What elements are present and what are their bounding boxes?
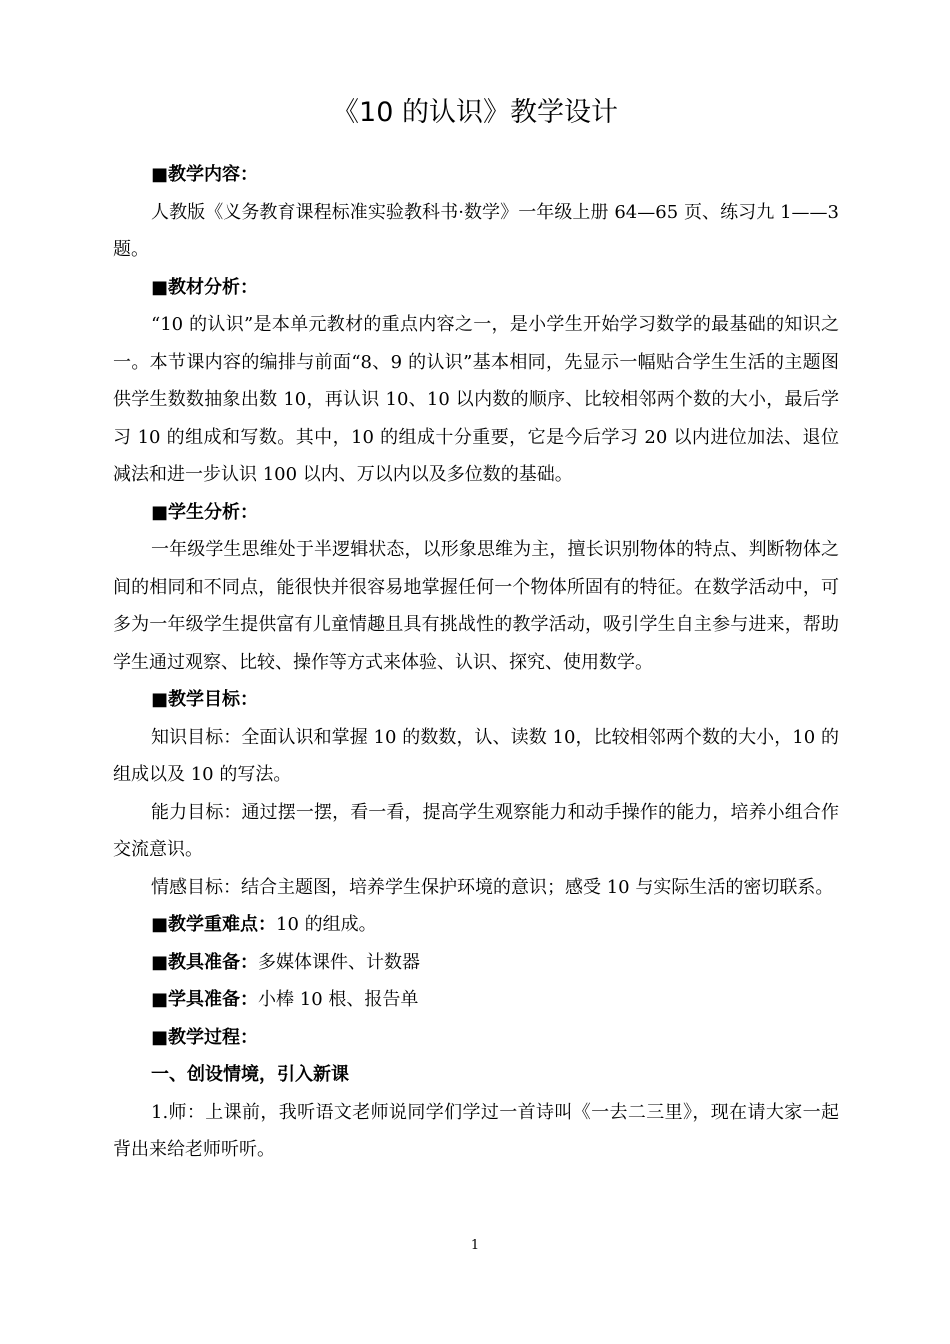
- process-step1-paragraph: 1.师：上课前，我听语文老师说同学们学过一首诗叫《一去二三里》，现在请大家一起背出来给老师听听。: [113, 1101, 839, 1160]
- section-heading-material-analysis: ■教材分析：: [151, 276, 259, 298]
- student-tools-line: [113, 981, 839, 1019]
- document-body: [113, 156, 839, 1169]
- key-point-text: 10 的组成。: [276, 914, 377, 935]
- section-heading-content: ■教学内容：: [151, 164, 259, 185]
- material-analysis-paragraph: “10 的认识”是本单元教材的重点内容之一，是小学生开始学习数学的最基础的知识之一。本节课内容的编排与前面“8、9 的认识”基本相同，先显示一幅贴合学生生活的主题图供学生数数抽象出数 10，再认识 10、10 以内数的顺序、比较相邻两个数的大小，最后学习 10 的组成和写数。其中，10 的组成十分重要，它是今后学习 20 以内进位加法、退位减法和进一步认识 100 以内、万以内以及多位数的基础。: [113, 314, 839, 485]
- process-step1-heading: 一、创设情境，引入新课: [151, 1064, 349, 1085]
- student-tools-text: 小棒 10 根、报告单: [258, 989, 419, 1010]
- document-title: 《10 的认识》教学设计: [332, 97, 618, 128]
- key-point-line: [113, 906, 839, 944]
- knowledge-goal-paragraph: 知识目标：全面认识和掌握 10 的数数，认、读数 10，比较相邻两个数的大小，10 的组成以及 10 的写法。: [113, 726, 839, 785]
- emotion-goal-paragraph: 情感目标：结合主题图，培养学生保护环境的意识；感受 10 与实际生活的密切联系。: [151, 876, 834, 898]
- teacher-tools-line: [113, 944, 839, 982]
- section-heading-goals: ■教学目标：: [151, 689, 259, 710]
- section-heading-key-point: ■教学重难点：: [151, 914, 277, 935]
- content-paragraph: 人教版《义务教育课程标准实验教科书·数学》一年级上册 64—65 页、练习九 1——3 题。: [113, 201, 839, 260]
- section-heading-student-tools: ■学具准备：: [151, 989, 259, 1010]
- student-analysis-paragraph: 一年级学生思维处于半逻辑状态，以形象思维为主，擅长识别物体的特点、判断物体之间的相同和不同点，能很快并很容易地掌握任何一个物体所固有的特征。在数学活动中，可多为一年级学生提供富有儿童情趣且具有挑战性的教学活动，吸引学生自主参与进来，帮助学生通过观察、比较、操作等方式来体验、认识、探究、使用数学。: [113, 539, 839, 673]
- ability-goal-paragraph: 能力目标：通过摆一摆，看一看，提高学生观察能力和动手操作的能力，培养小组合作交流意识。: [113, 801, 839, 860]
- page-number: 1: [470, 1238, 480, 1253]
- section-heading-teacher-tools: ■教具准备：: [151, 951, 259, 973]
- teacher-tools-text: 多媒体课件、计数器: [258, 951, 421, 973]
- section-heading-process: ■教学过程：: [151, 1026, 259, 1048]
- section-heading-student-analysis: ■学生分析：: [151, 501, 259, 523]
